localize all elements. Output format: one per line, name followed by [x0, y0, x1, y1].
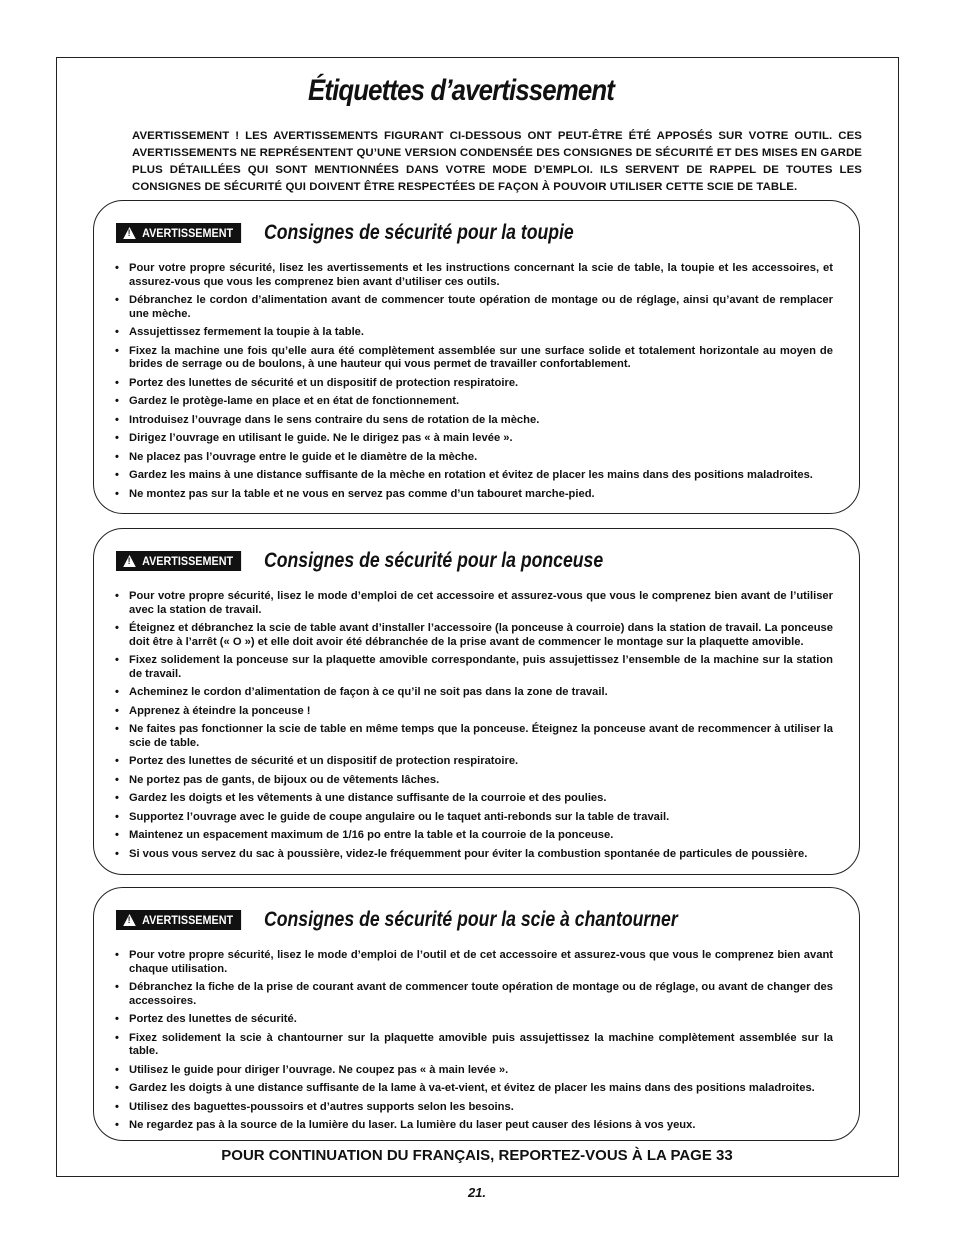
list-item: • Portez des lunettes de sécurité et un dispositif de protection respiratoire.: [114, 755, 833, 769]
section-router-safety: [93, 200, 860, 514]
list-item: • Ne regardez pas à la source de la lumière du laser. La lumière du laser peut causer des lésions à vos yeux.: [114, 1119, 833, 1133]
list-item: • Portez des lunettes de sécurité et un dispositif de protection respiratoire.: [114, 377, 833, 391]
list-item: • Fixez la machine une fois qu’elle aura été complètement assemblée sur une surface solide et totalement horizontale au moyen de brides de serrage ou de boulons, à une hauteur qui vous permet de travailler confortablement.: [114, 345, 833, 372]
list-item: • Supportez l’ouvrage avec le guide de coupe angulaire ou le taquet anti-rebonds sur la table de travail.: [114, 811, 833, 825]
list-item: • Introduisez l’ouvrage dans le sens contraire du sens de rotation de la mèche.: [114, 414, 833, 428]
list-item: • Ne portez pas de gants, de bijoux ou de vêtements lâches.: [114, 774, 833, 788]
list-item: • Éteignez et débranchez la scie de table avant d’installer l’accessoire (la ponceuse à courroie) dans la station de travail. La ponceuse doit être à l’arrêt (« O ») et elle doit avoir été débranchée de la prise avant de commencer le montage sur la plaquette amovible.: [114, 622, 833, 649]
list-item: • Maintenez un espacement maximum de 1/16 po entre la table et la courroie de la ponceuse.: [114, 829, 833, 843]
warning-triangle-icon: [123, 227, 136, 239]
safety-list: [114, 590, 833, 866]
badge-label: AVERTISSEMENT: [142, 226, 234, 240]
warning-triangle-icon: [123, 914, 136, 926]
list-item: • Apprenez à éteindre la ponceuse !: [114, 705, 833, 719]
section-header: [116, 221, 632, 245]
section-sander-safety: [93, 528, 860, 875]
warning-badge: [116, 910, 241, 930]
continuation-note: POUR CONTINUATION DU FRANÇAIS, REPORTEZ-VOUS À LA PAGE 33: [221, 1147, 733, 1164]
page-title: Étiquettes d’avertissement: [308, 74, 614, 107]
section-header: [116, 908, 756, 932]
list-item: • Gardez les doigts à une distance suffisante de la lame à va-et-vient, et évitez de placer les mains dans des positions maladroites.: [114, 1082, 833, 1096]
badge-label: AVERTISSEMENT: [142, 913, 234, 927]
list-item: • Ne placez pas l’ouvrage entre le guide et le diamètre de la mèche.: [114, 451, 833, 465]
list-item: • Portez des lunettes de sécurité.: [114, 1013, 833, 1027]
section-heading: Consignes de sécurité pour la ponceuse: [263, 549, 603, 572]
list-item: • Si vous vous servez du sac à poussière, videz-le fréquemment pour éviter la combustion spontanée de particules de poussière.: [114, 848, 833, 862]
list-item: • Pour votre propre sécurité, lisez le mode d’emploi de l’outil et de cet accessoire et assurez-vous que vous le comprenez bien avant chaque utilisation.: [114, 949, 833, 976]
intro-warning-text: AVERTISSEMENT ! LES AVERTISSEMENTS FIGURANT CI-DESSOUS ONT PEUT-ÊTRE ÉTÉ APPOSÉS SUR VOTRE OUTIL. CES AVERTISSEMENTS NE REPRÉSENTENT QU’UNE VERSION CONDENSÉE DES CONSIGNES DE SÉCURITÉ ET DES MISES EN GARDE PLUS DÉTAILLÉES QUI SONT MENTIONNÉES DANS VOTRE MODE D’EMPLOI. ILS SERVENT DE RAPPEL DE TOUTES LES CONSIGNES DE SÉCURITÉ QUI DOIVENT ÊTRE RESPECTÉES DE FAÇON À POUVOIR UTILISER CETTE SCIE DE TABLE.: [132, 130, 862, 193]
list-item: • Ne montez pas sur la table et ne vous en servez pas comme d’un tabouret marche-pied.: [114, 488, 833, 502]
warning-triangle-icon: [123, 555, 136, 567]
list-item: • Gardez les doigts et les vêtements à une distance suffisante de la courroie et des poulies.: [114, 792, 833, 806]
section-heading: Consignes de sécurité pour la toupie: [263, 221, 574, 244]
list-item: • Débranchez la fiche de la prise de courant avant de commencer toute opération de montage ou de réglage, ou avant de changer des accessoires.: [114, 981, 833, 1008]
list-item: • Dirigez l’ouvrage en utilisant le guide. Ne le dirigez pas « à main levée ».: [114, 432, 833, 446]
list-item: • Acheminez le cordon d’alimentation de façon à ce qu’il ne soit pas dans la zone de travail.: [114, 686, 833, 700]
list-item: • Utilisez des baguettes-poussoirs et d’autres supports selon les besoins.: [114, 1101, 833, 1115]
list-item: • Gardez le protège-lame en place et en état de fonctionnement.: [114, 395, 833, 409]
warning-badge: [116, 551, 241, 571]
page-number: 21.: [467, 1185, 487, 1200]
warning-badge: [116, 223, 241, 243]
list-item: • Fixez solidement la scie à chantourner sur la plaquette amovible puis assujettissez la machine complètement assemblée sur la table.: [114, 1032, 833, 1059]
list-item: • Assujettissez fermement la toupie à la table.: [114, 326, 833, 340]
list-item: • Fixez solidement la ponceuse sur la plaquette amovible correspondante, puis assujettissez l’ensemble de la machine sur la station de travail.: [114, 654, 833, 681]
badge-label: AVERTISSEMENT: [142, 554, 234, 568]
section-scroll-saw-safety: [93, 887, 860, 1141]
list-item: • Débranchez le cordon d’alimentation avant de commencer toute opération de montage ou de réglage, ainsi qu’avant de remplacer une mèche.: [114, 294, 833, 321]
list-item: • Pour votre propre sécurité, lisez les avertissements et les instructions concernant la scie de table, la toupie et les accessoires, et assurez-vous que vous les comprenez bien avant d’utiliser ces outils.: [114, 262, 833, 289]
safety-list: [114, 262, 833, 506]
safety-list: [114, 949, 833, 1138]
list-item: • Pour votre propre sécurité, lisez le mode d’emploi de cet accessoire et assurez-vous que vous le comprenez bien avant de l’utiliser avec la station de travail.: [114, 590, 833, 617]
section-heading: Consignes de sécurité pour la scie à chantourner: [263, 908, 678, 931]
list-item: • Ne faites pas fonctionner la scie de table en même temps que la ponceuse. Éteignez la ponceuse avant de recommencer à utiliser la scie de table.: [114, 723, 833, 750]
section-header: [116, 549, 667, 573]
list-item: • Gardez les mains à une distance suffisante de la mèche en rotation et évitez de placer les mains dans des positions maladroites.: [114, 469, 833, 483]
list-item: • Utilisez le guide pour diriger l’ouvrage. Ne coupez pas « à main levée ».: [114, 1064, 833, 1078]
